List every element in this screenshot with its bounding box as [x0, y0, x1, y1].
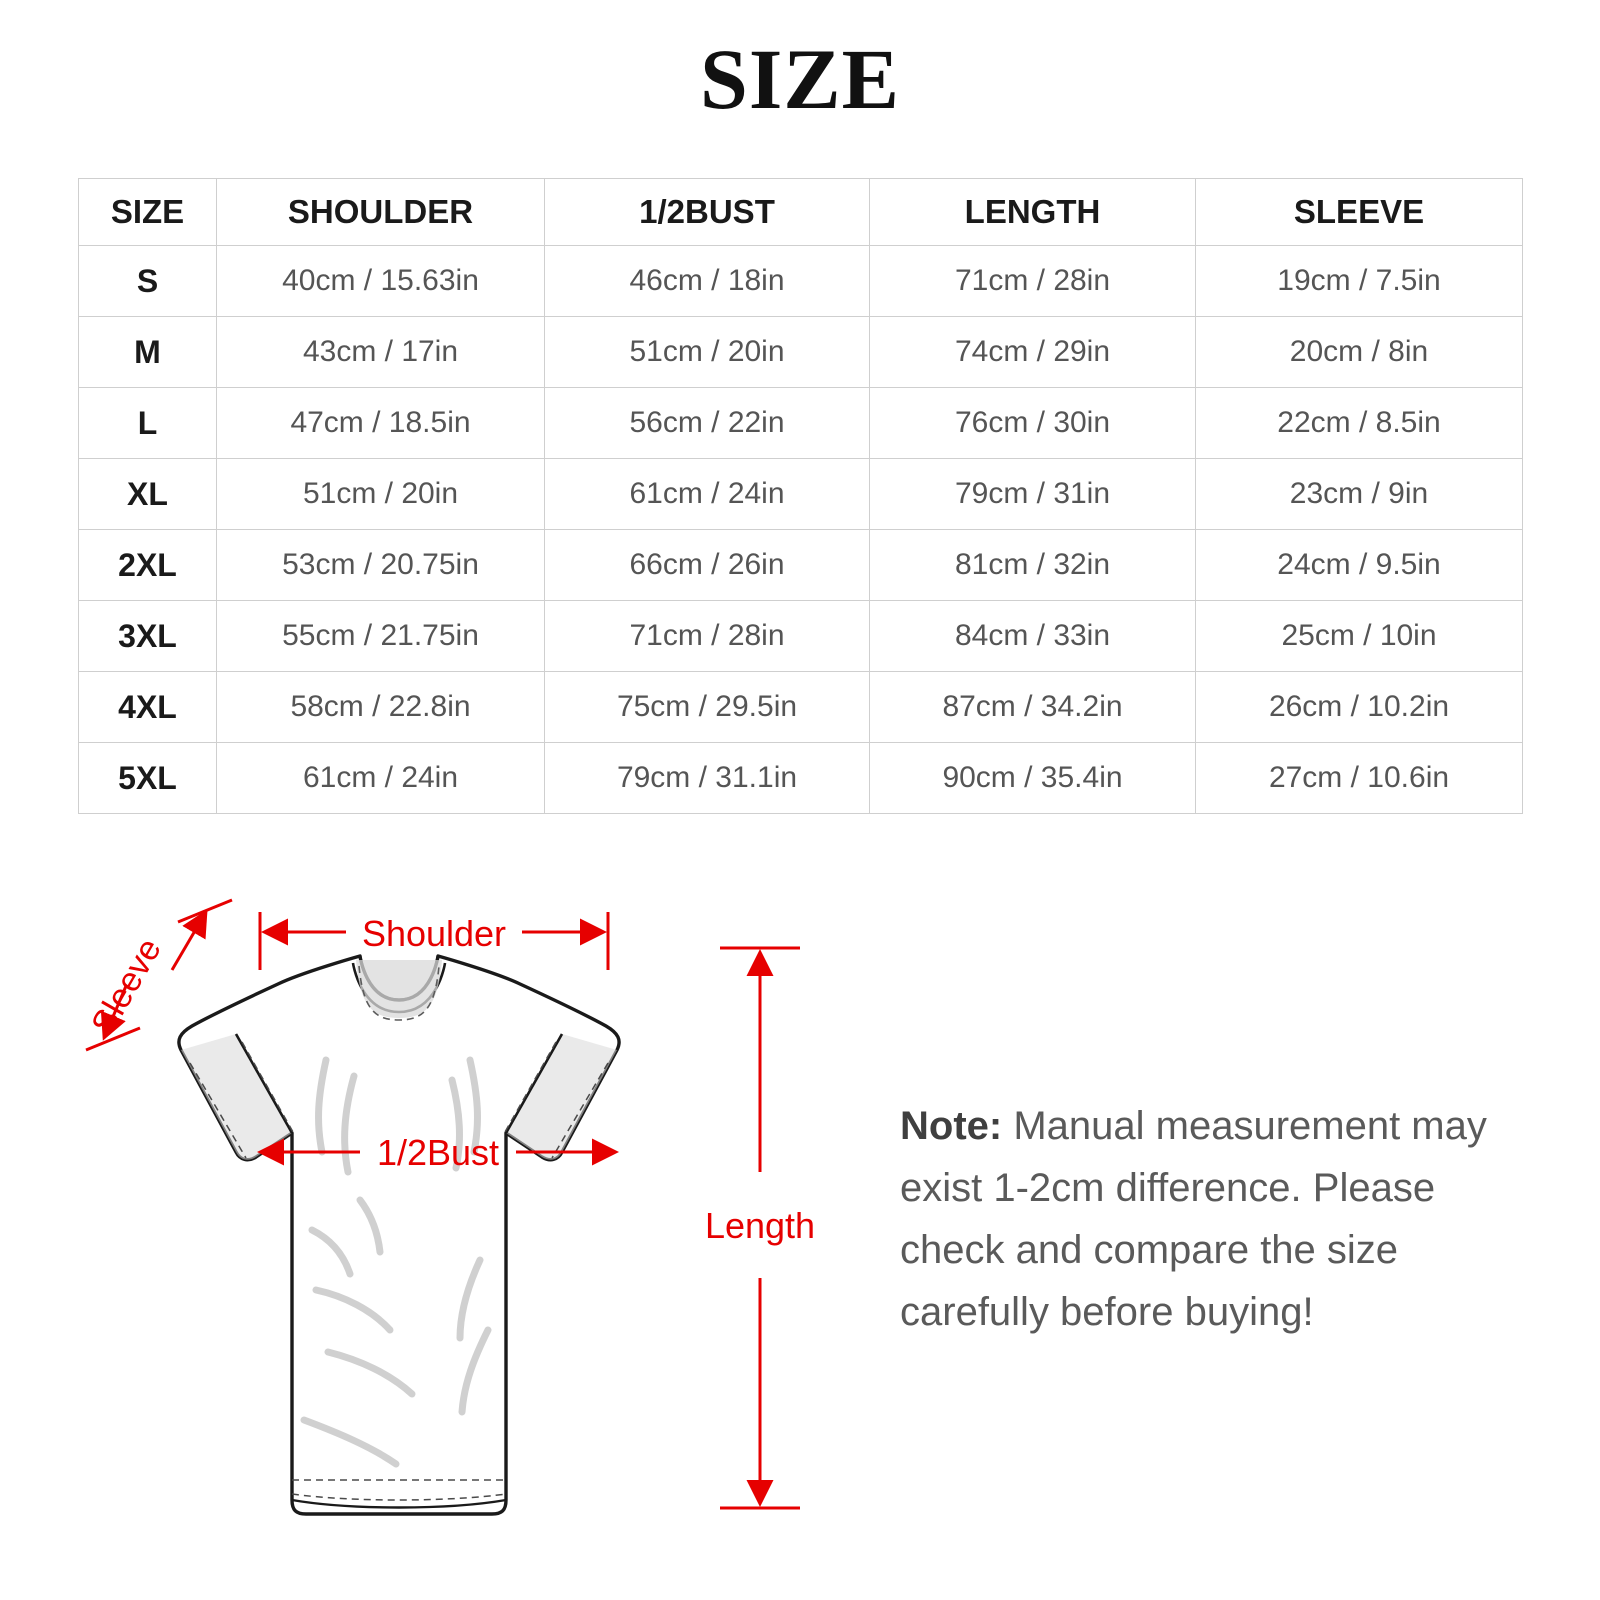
- cell-length: 84cm / 33in: [870, 601, 1196, 672]
- measurement-note: [900, 1095, 1550, 1343]
- cell-length: 71cm / 28in: [870, 246, 1196, 317]
- cell-size: XL: [79, 459, 217, 530]
- cell-sleeve: 24cm / 9.5in: [1196, 530, 1523, 601]
- size-chart-table: [78, 178, 1523, 814]
- cell-bust: 51cm / 20in: [545, 317, 870, 388]
- table-row: [79, 530, 1523, 601]
- cell-sleeve: 22cm / 8.5in: [1196, 388, 1523, 459]
- column-header-shoulder: SHOULDER: [217, 179, 545, 246]
- page-title: SIZE: [699, 31, 901, 127]
- cell-sleeve: 19cm / 7.5in: [1196, 246, 1523, 317]
- cell-bust: 71cm / 28in: [545, 601, 870, 672]
- cell-shoulder: 47cm / 18.5in: [217, 388, 545, 459]
- length-dimension: [705, 948, 815, 1508]
- cell-shoulder: 40cm / 15.63in: [217, 246, 545, 317]
- cell-size: S: [79, 246, 217, 317]
- cell-size: 2XL: [79, 530, 217, 601]
- cell-bust: 79cm / 31.1in: [545, 743, 870, 814]
- cell-size: M: [79, 317, 217, 388]
- table-row: [79, 601, 1523, 672]
- length-label: Length: [704, 1205, 816, 1246]
- cell-sleeve: 23cm / 9in: [1196, 459, 1523, 530]
- table-row: [79, 388, 1523, 459]
- tshirt-illustration: [179, 956, 619, 1514]
- cell-size: 4XL: [79, 672, 217, 743]
- column-header-size: SIZE: [79, 179, 217, 246]
- cell-bust: 66cm / 26in: [545, 530, 870, 601]
- note-label: Note:: [900, 1104, 1003, 1148]
- note-text: Manual measurement may exist 1-2cm difference. Please check and compare the size carefully before buying!: [900, 1104, 1487, 1334]
- cell-bust: 46cm / 18in: [545, 246, 870, 317]
- cell-length: 81cm / 32in: [870, 530, 1196, 601]
- table-header-row: [79, 179, 1523, 246]
- cell-length: 87cm / 34.2in: [870, 672, 1196, 743]
- cell-bust: 75cm / 29.5in: [545, 672, 870, 743]
- shoulder-label: Shoulder: [361, 913, 507, 954]
- cell-shoulder: 58cm / 22.8in: [217, 672, 545, 743]
- table-row: [79, 317, 1523, 388]
- cell-length: 74cm / 29in: [870, 317, 1196, 388]
- cell-sleeve: 27cm / 10.6in: [1196, 743, 1523, 814]
- cell-size: L: [79, 388, 217, 459]
- column-header-sleeve: SLEEVE: [1196, 179, 1523, 246]
- table-row: [79, 246, 1523, 317]
- table-row: [79, 459, 1523, 530]
- cell-shoulder: 55cm / 21.75in: [217, 601, 545, 672]
- cell-sleeve: 20cm / 8in: [1196, 317, 1523, 388]
- cell-size: 3XL: [79, 601, 217, 672]
- cell-length: 90cm / 35.4in: [870, 743, 1196, 814]
- cell-shoulder: 51cm / 20in: [217, 459, 545, 530]
- cell-shoulder: 53cm / 20.75in: [217, 530, 545, 601]
- table-row: [79, 743, 1523, 814]
- cell-bust: 56cm / 22in: [545, 388, 870, 459]
- cell-sleeve: 25cm / 10in: [1196, 601, 1523, 672]
- sleeve-label: Sleeve: [84, 931, 169, 1042]
- cell-size: 5XL: [79, 743, 217, 814]
- bust-label: 1/2Bust: [376, 1132, 500, 1173]
- cell-sleeve: 26cm / 10.2in: [1196, 672, 1523, 743]
- column-header-length: LENGTH: [870, 179, 1196, 246]
- column-header-bust: 1/2BUST: [545, 179, 870, 246]
- cell-length: 79cm / 31in: [870, 459, 1196, 530]
- cell-shoulder: 43cm / 17in: [217, 317, 545, 388]
- tshirt-measurement-diagram: [60, 860, 890, 1560]
- cell-length: 76cm / 30in: [870, 388, 1196, 459]
- table-row: [79, 672, 1523, 743]
- cell-shoulder: 61cm / 24in: [217, 743, 545, 814]
- cell-bust: 61cm / 24in: [545, 459, 870, 530]
